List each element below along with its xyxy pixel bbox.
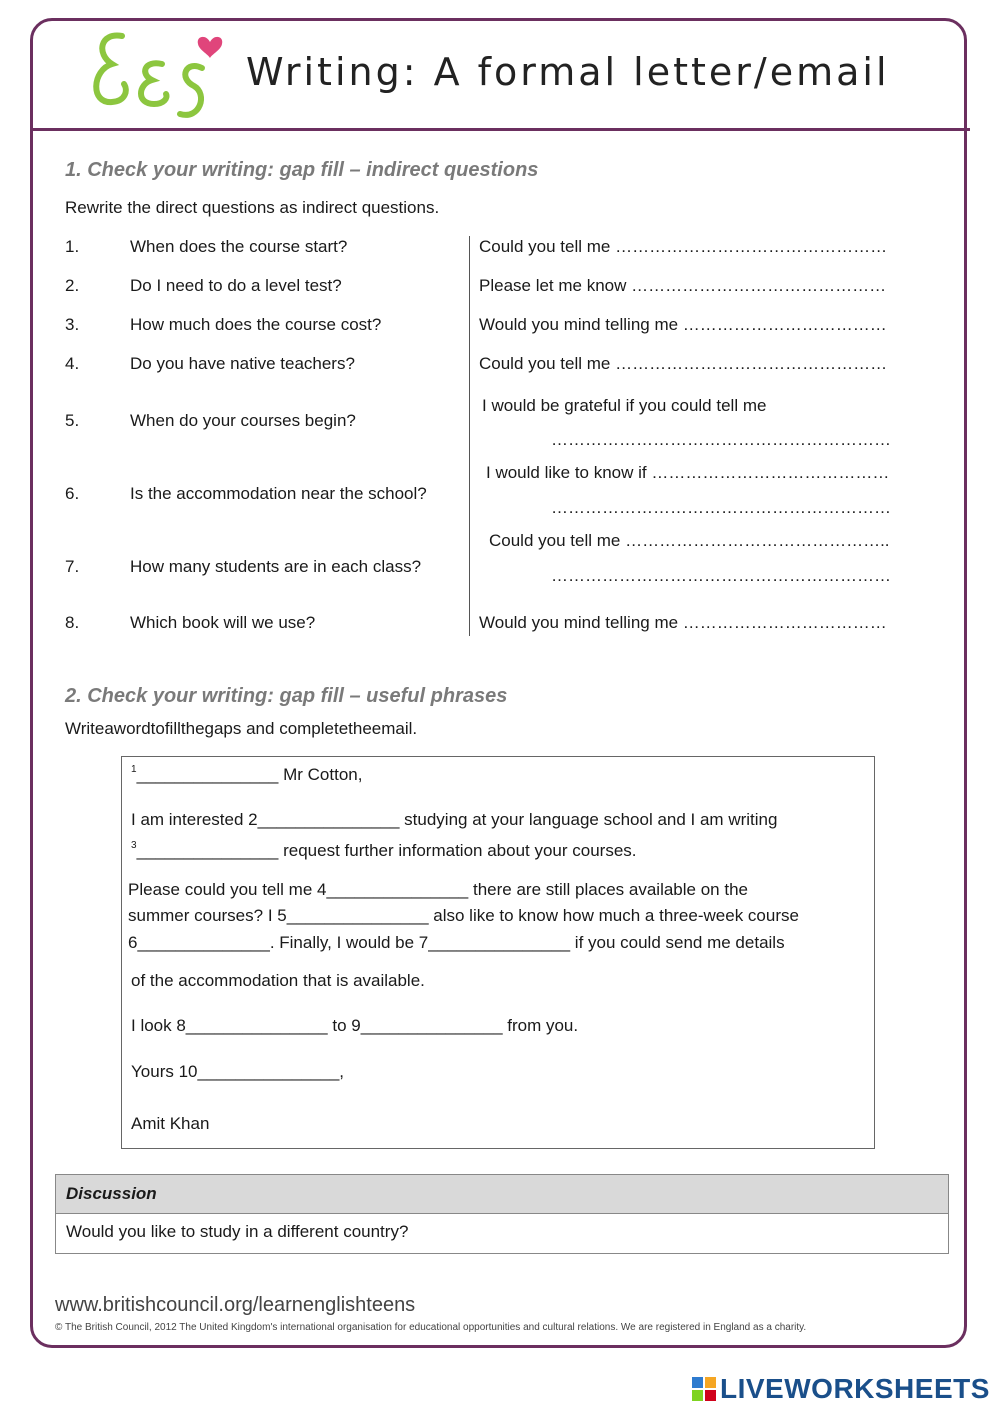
- page-title: Writing: A formal letter/email: [246, 50, 890, 94]
- les-logo: [82, 24, 232, 128]
- email-text: _______________ Mr Cotton,: [136, 765, 363, 784]
- header-divider: [30, 128, 970, 131]
- answer-line[interactable]: ……………………………………………………: [551, 498, 891, 517]
- footer-copyright: © The British Council, 2012 The United Kingdom's international organisation for educational opportunities and cultural relations. We are registered in England as a charity.: [55, 1322, 807, 1333]
- question-text: Do you have native teachers?: [130, 354, 355, 373]
- email-line-salutation[interactable]: [131, 764, 362, 785]
- question-text: Is the accommodation near the school?: [130, 484, 427, 503]
- gap-number: 1: [131, 764, 137, 775]
- gap-number: 3: [131, 840, 137, 851]
- question-text: Which book will we use?: [130, 613, 316, 632]
- section2-heading: 2. Check your writing: gap fill – useful phrases: [65, 685, 508, 707]
- email-text: _______________ request further information about your courses.: [136, 841, 637, 860]
- liveworksheets-watermark: [692, 1374, 990, 1404]
- question-number: 1.: [65, 237, 80, 256]
- question-text: When do your courses begin?: [130, 411, 356, 430]
- email-signature: Amit Khan: [131, 1114, 210, 1133]
- liveworksheets-text: LIVEWORKSHEETS: [720, 1373, 990, 1404]
- section2-instruction: Writeawordtofillthegaps and completetheemail.: [65, 719, 418, 738]
- section1-instruction: Rewrite the direct questions as indirect questions.: [65, 198, 440, 217]
- answer-line[interactable]: ……………………………………………………: [551, 566, 891, 585]
- answer-line[interactable]: Please let me know ………………………………………: [479, 276, 887, 295]
- question-number: 4.: [65, 354, 80, 373]
- footer-url: www.britishcouncil.org/learnenglishteens: [55, 1294, 416, 1316]
- answer-line[interactable]: I would like to know if ……………………………………: [486, 463, 890, 482]
- email-line[interactable]: 6______________. Finally, I would be 7_______________ if you could send me details: [128, 933, 785, 952]
- email-line-closing[interactable]: Yours 10_______________,: [131, 1062, 345, 1081]
- email-line: of the accommodation that is available.: [131, 971, 425, 990]
- question-number: 7.: [65, 557, 80, 576]
- question-number: 6.: [65, 484, 80, 503]
- column-divider: [469, 236, 470, 636]
- answer-line[interactable]: Could you tell me …………………………………………: [479, 354, 888, 373]
- discussion-question: Would you like to study in a different country?: [55, 1213, 949, 1254]
- answer-line[interactable]: ……………………………………………………: [551, 430, 891, 449]
- answer-line[interactable]: Would you mind telling me ………………………………: [479, 315, 887, 334]
- question-number: 3.: [65, 315, 80, 334]
- email-line[interactable]: I look 8_______________ to 9_______________ from you.: [131, 1016, 579, 1035]
- email-line[interactable]: Please could you tell me 4_______________ there are still places available on the: [128, 880, 748, 899]
- answer-line[interactable]: Would you mind telling me ………………………………: [479, 613, 887, 632]
- question-number: 5.: [65, 411, 80, 430]
- question-text: Do I need to do a level test?: [130, 276, 342, 295]
- answer-line[interactable]: Could you tell me …………………………………………: [479, 237, 888, 256]
- answer-line: I would be grateful if you could tell me: [482, 396, 767, 415]
- liveworksheets-icon: [692, 1377, 716, 1401]
- question-number: 2.: [65, 276, 80, 295]
- question-text: When does the course start?: [130, 237, 348, 256]
- section1-heading: 1. Check your writing: gap fill – indirect questions: [65, 159, 539, 181]
- question-text: How much does the course cost?: [130, 315, 382, 334]
- question-text: How many students are in each class?: [130, 557, 422, 576]
- email-line[interactable]: [131, 840, 637, 861]
- question-number: 8.: [65, 613, 80, 632]
- email-line[interactable]: I am interested 2_______________ studying at your language school and I am writing: [131, 810, 778, 829]
- discussion-heading: Discussion: [55, 1174, 949, 1214]
- email-line[interactable]: summer courses? I 5_______________ also like to know how much a three-week course: [128, 906, 799, 925]
- answer-line[interactable]: Could you tell me ………………………………………..: [489, 531, 890, 550]
